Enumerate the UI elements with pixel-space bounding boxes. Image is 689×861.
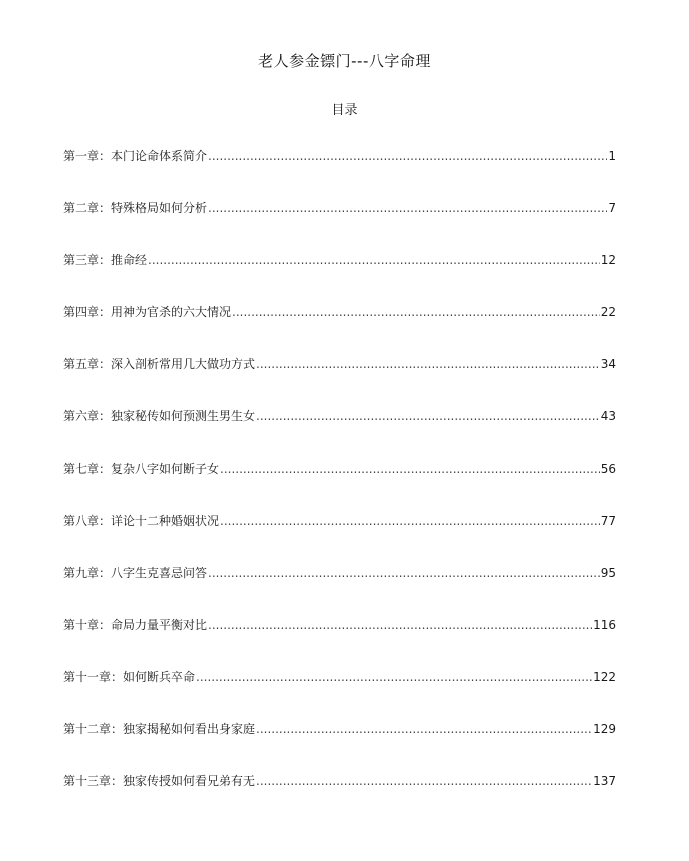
toc-chapter-title: 第十二章：独家揭秘如何看出身家庭	[63, 722, 256, 737]
toc-page-number: 56	[600, 461, 616, 476]
dot-leader	[256, 357, 600, 371]
toc-entry-5[interactable]	[63, 355, 616, 407]
dot-leader	[208, 618, 592, 632]
toc-page-number: 1	[608, 149, 616, 163]
toc-entry-13[interactable]	[63, 772, 616, 824]
toc-page-number: 77	[600, 513, 616, 528]
toc-entry-6[interactable]	[63, 407, 616, 459]
toc-page-number: 22	[600, 305, 616, 320]
toc-entry-12[interactable]	[63, 720, 616, 772]
toc-entry-2[interactable]	[63, 199, 616, 251]
dot-leader	[220, 514, 600, 528]
dot-leader	[208, 149, 607, 163]
dot-leader	[256, 774, 592, 788]
toc-heading: 目录	[331, 103, 358, 118]
dot-leader	[256, 409, 600, 423]
toc-page-number: 95	[600, 565, 616, 580]
toc-chapter-title: 第十三章：独家传授如何看兄弟有无	[63, 774, 256, 789]
dot-leader	[148, 253, 600, 267]
toc-entry-9[interactable]	[63, 564, 616, 616]
dot-leader	[208, 201, 607, 215]
toc-chapter-title: 第二章：特殊格局如何分析	[63, 201, 208, 216]
toc-page-number: 129	[593, 722, 616, 737]
toc-chapter-title: 第十一章：如何断兵卒命	[63, 669, 196, 684]
dot-leader	[256, 722, 592, 736]
toc-entry-4[interactable]	[63, 303, 616, 355]
toc-chapter-title: 第九章：八字生克喜忌问答	[63, 565, 208, 580]
dot-leader	[232, 305, 600, 319]
toc-chapter-title: 第六章：独家秘传如何预测生男生女	[63, 409, 256, 424]
toc-page-number: 34	[600, 357, 616, 372]
toc-entry-7[interactable]	[63, 460, 616, 512]
toc-entry-11[interactable]	[63, 668, 616, 720]
toc-chapter-title: 第三章：推命经	[63, 253, 148, 268]
dot-leader	[220, 462, 600, 476]
document-title: 老人参金镖门---八字命理	[258, 52, 431, 70]
toc-chapter-title: 第八章：详论十二种婚姻状况	[63, 513, 220, 528]
toc-page-number: 122	[593, 669, 616, 684]
toc-chapter-title: 第一章：本门论命体系简介	[63, 149, 208, 163]
toc-chapter-title: 第十章：命局力量平衡对比	[63, 617, 208, 632]
toc-chapter-title: 第七章：复杂八字如何断子女	[63, 461, 220, 476]
toc-page-number: 43	[600, 409, 616, 424]
toc-entry-1[interactable]	[63, 147, 616, 199]
toc-chapter-title: 第四章：用神为官杀的六大情况	[63, 305, 232, 320]
table-of-contents	[63, 147, 616, 824]
toc-page-number: 12	[600, 253, 616, 268]
toc-page-number: 116	[593, 617, 616, 632]
toc-page-number: 137	[593, 774, 616, 789]
toc-entry-8[interactable]	[63, 512, 616, 564]
toc-entry-10[interactable]	[63, 616, 616, 668]
dot-leader	[208, 566, 600, 580]
dot-leader	[196, 670, 592, 684]
toc-page-number: 7	[608, 201, 616, 216]
toc-entry-3[interactable]	[63, 251, 616, 303]
toc-chapter-title: 第五章：深入剖析常用几大做功方式	[63, 357, 256, 372]
